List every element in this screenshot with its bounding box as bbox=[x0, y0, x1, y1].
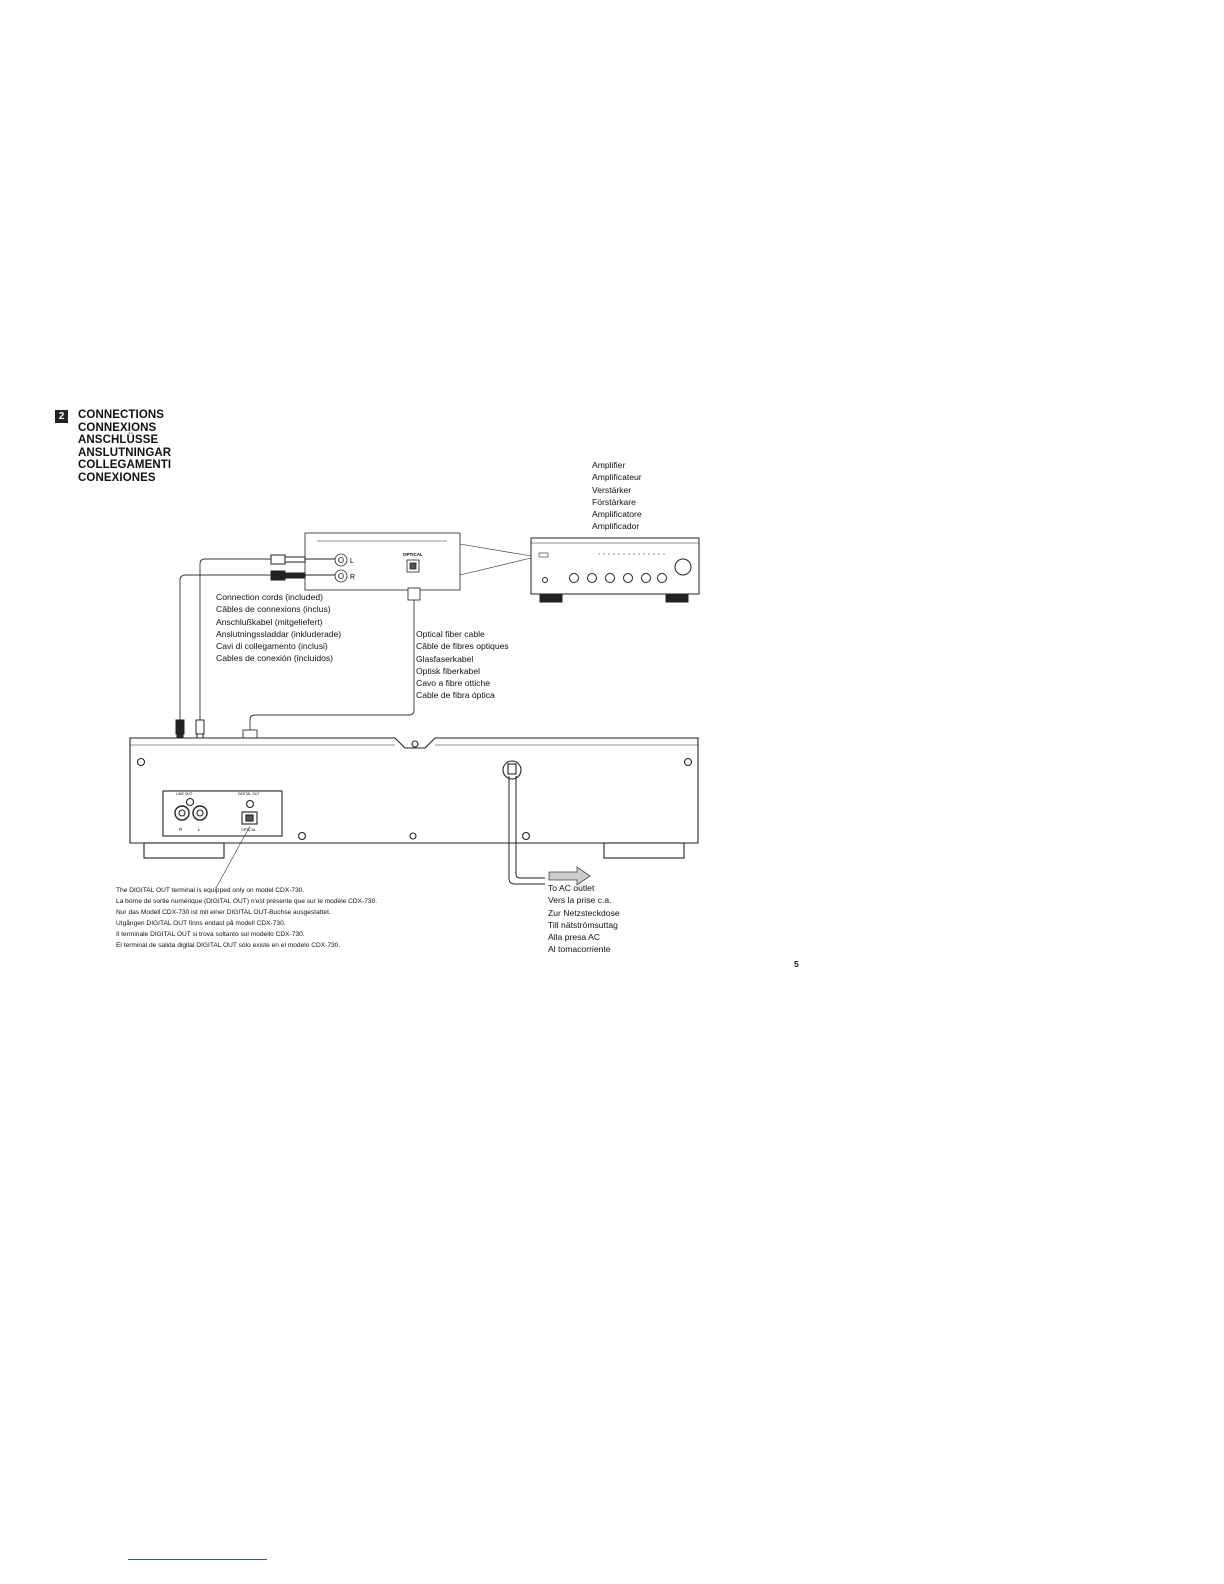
section-number-badge: 2 bbox=[55, 410, 68, 423]
optical-label-sv: Optisk fiberkabel bbox=[416, 665, 481, 676]
cords-label-es: Cables de conexión (incluidos) bbox=[216, 653, 334, 664]
amplifier-label bbox=[592, 459, 642, 533]
digital-out-note-en: The DIGITAL OUT terminal is equipped only on model CDX-730. bbox=[116, 887, 305, 894]
section-title-en: CONNECTIONS bbox=[78, 409, 165, 421]
cd-r-label: R bbox=[179, 827, 183, 832]
digital-out-note bbox=[116, 886, 377, 951]
digital-out-note-it: Il terminale DIGITAL OUT si trova soltanto sul modello CDX-730. bbox=[116, 930, 305, 938]
cd-optical-label: OPTICAL bbox=[241, 828, 256, 832]
cords-label-de: Anschlußkabel (mitgeliefert) bbox=[216, 616, 323, 627]
section-title-sv: ANSLUTNINGAR bbox=[78, 446, 172, 459]
amp-l-label: L bbox=[350, 558, 354, 565]
cords-label-en: Connection cords (included) bbox=[216, 592, 324, 602]
amplifier-label-de: Verstärker bbox=[592, 484, 632, 495]
section-title-de: ANSCHLÜSSE bbox=[78, 434, 159, 446]
cords-label-fr: Câbles de connexions (inclus) bbox=[216, 604, 331, 615]
amplifier-label-sv: Förstärkare bbox=[592, 496, 636, 507]
digital-out-note-es: El terminal de salida digital DIGITAL OUT sólo existe en el modelo CDX-730. bbox=[116, 941, 341, 949]
digital-out-note-de: Nur das Modell CDX-730 ist mit einer DIGITAL OUT-Buchse ausgestattet. bbox=[116, 908, 331, 916]
amplifier-label-es: Amplificador bbox=[592, 521, 640, 532]
digital-out-note-sv: Utgången DIGITAL OUT finns endast på modell CDX-730. bbox=[116, 919, 286, 927]
optical-fiber-cable-label bbox=[416, 628, 509, 702]
optical-label-es: Cable de fibra óptica bbox=[416, 690, 495, 701]
ac-label-en: To AC outlet bbox=[548, 883, 595, 893]
cd-player-rear-panel bbox=[130, 738, 698, 858]
amplifier-label-en: Amplifier bbox=[592, 460, 626, 470]
amplifier-label-it: Amplificatore bbox=[592, 509, 642, 520]
ac-label-it: Alla presa AC bbox=[548, 932, 601, 943]
connection-cords-label bbox=[216, 591, 341, 665]
ac-outlet-label bbox=[548, 882, 620, 956]
cd-line-out-label: LINE OUT bbox=[176, 792, 193, 796]
cords-label-sv: Anslutningssladdar (inkluderade) bbox=[216, 628, 342, 639]
amplifier-label-fr: Amplificateur bbox=[592, 472, 642, 483]
cd-l-label: L bbox=[198, 827, 201, 832]
ac-label-fr: Vers la prise c.a. bbox=[548, 895, 612, 906]
section-title-it: COLLEGAMENTI bbox=[78, 459, 172, 471]
optical-label-en: Optical fiber cable bbox=[416, 629, 485, 639]
amp-optical-label: OPTICAL bbox=[403, 552, 423, 557]
cords-label-it: Cavi di collegamento (inclusi) bbox=[216, 641, 328, 652]
ac-label-sv: Till nätströmsuttag bbox=[548, 919, 618, 930]
optical-label-it: Cavo a fibre ottiche bbox=[416, 678, 491, 689]
ac-label-es: Al tomacorriente bbox=[548, 944, 611, 955]
page-number: 5 bbox=[794, 959, 799, 969]
digital-out-note-fr: La borne de sortie numérique (DIGITAL OUT) n'est présente que sur le modèle CDX-730. bbox=[116, 897, 378, 905]
optical-label-fr: Câble de fibres optiques bbox=[416, 641, 509, 652]
cd-digital-out-label: DIGITAL OUT bbox=[238, 792, 260, 796]
amp-r-label: R bbox=[350, 574, 356, 581]
amplifier-illustration bbox=[531, 538, 699, 602]
amplifier-rear-panel-callout bbox=[305, 533, 531, 590]
footer-rule bbox=[128, 1559, 267, 1560]
optical-label-de: Glasfaserkabel bbox=[416, 653, 474, 664]
section-title-fr: CONNEXIONS bbox=[78, 421, 157, 434]
ac-label-de: Zur Netzsteckdose bbox=[548, 907, 620, 918]
section-title-es: CONEXIONES bbox=[78, 471, 156, 484]
